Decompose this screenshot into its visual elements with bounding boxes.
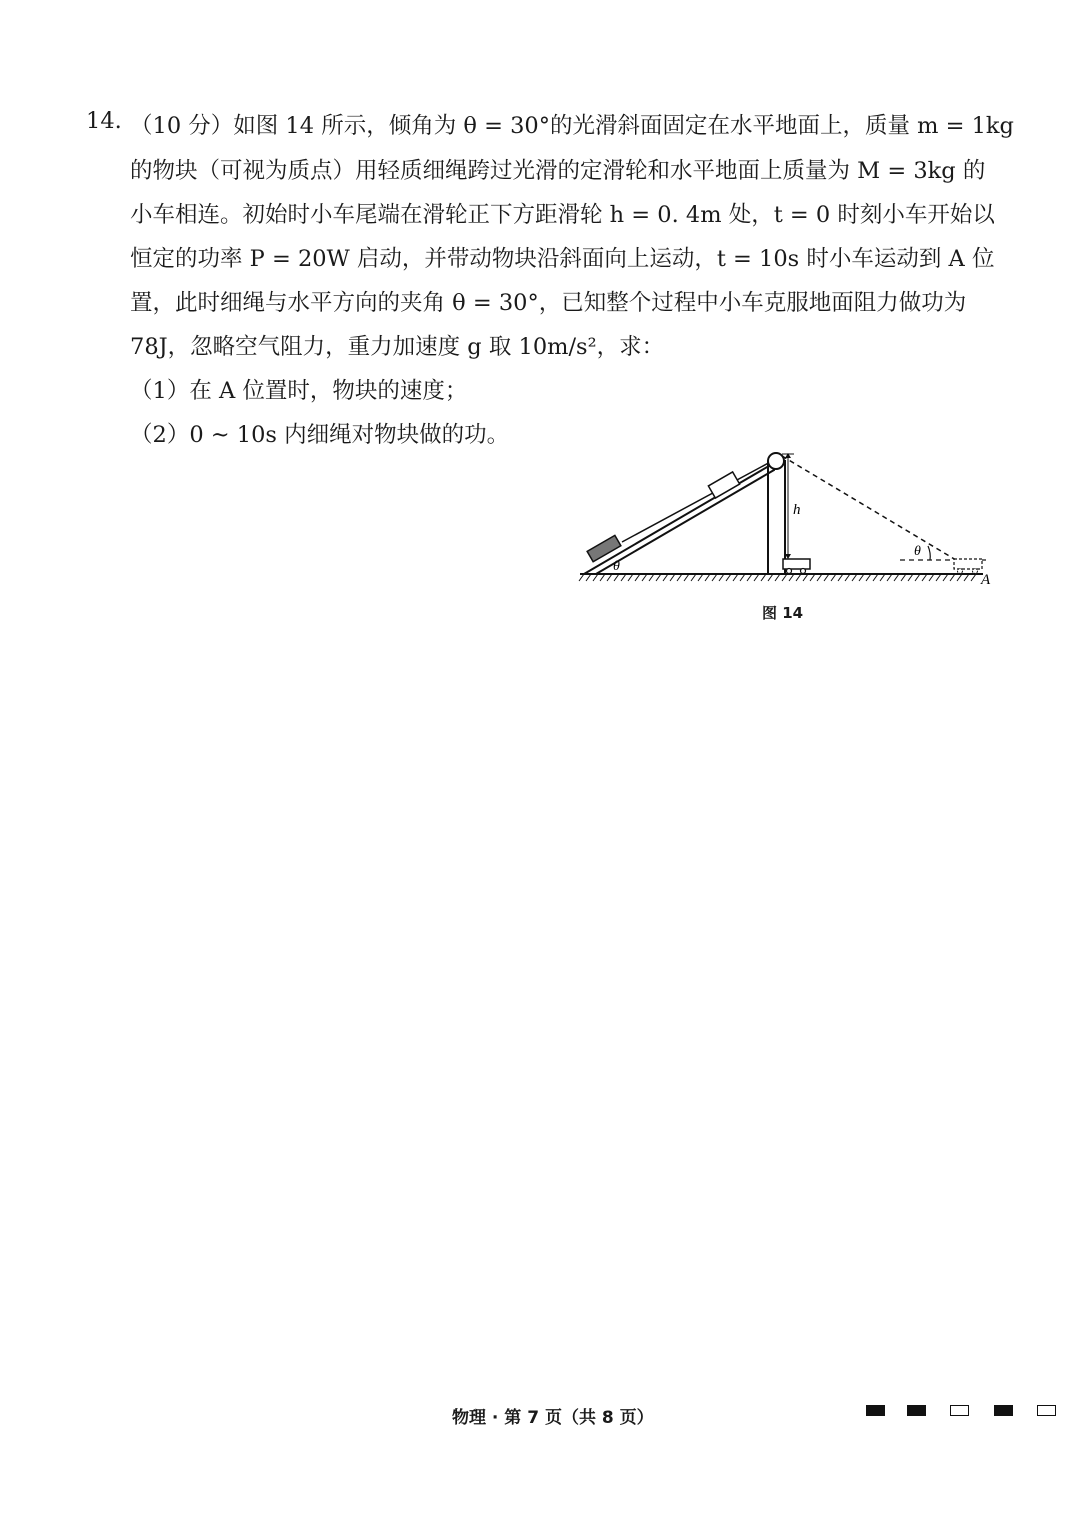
hatch-mark xyxy=(943,574,948,581)
problem-line-3: 小车相连。初始时小车尾端在滑轮正下方距滑轮 h = 0. 4m 处，t = 0 时刻小车开始以 xyxy=(130,202,995,228)
hatch-mark xyxy=(852,574,857,581)
hatch-mark xyxy=(901,574,906,581)
hatch-mark xyxy=(873,574,878,581)
hatch-mark xyxy=(817,574,822,581)
incline-surface xyxy=(584,463,774,574)
footer-mark xyxy=(1037,1405,1056,1416)
footer-mark xyxy=(866,1405,885,1416)
hatch-mark xyxy=(964,574,969,581)
hatch-mark xyxy=(747,574,752,581)
footer-mark xyxy=(907,1405,926,1416)
hatch-mark xyxy=(859,574,864,581)
hatch-mark xyxy=(635,574,640,581)
hatch-mark xyxy=(684,574,689,581)
label-theta-rope: θ xyxy=(914,544,921,559)
problem-line-1: （10 分）如图 14 所示，倾角为 θ = 30°的光滑斜面固定在水平地面上，质量 m = 1kg xyxy=(130,113,1014,139)
hatch-mark xyxy=(677,574,682,581)
hatch-mark xyxy=(698,574,703,581)
hatch-mark xyxy=(796,574,801,581)
hatch-mark xyxy=(824,574,829,581)
hatch-mark xyxy=(691,574,696,581)
hatch-mark xyxy=(845,574,850,581)
hatch-mark xyxy=(761,574,766,581)
hatch-mark xyxy=(656,574,661,581)
figure-caption: 图 14 xyxy=(762,604,804,622)
hatch-mark xyxy=(880,574,885,581)
hatch-mark xyxy=(782,574,787,581)
hatch-mark xyxy=(733,574,738,581)
hatch-mark xyxy=(628,574,633,581)
hatch-mark xyxy=(719,574,724,581)
hatch-mark xyxy=(922,574,927,581)
rope-final-dashed xyxy=(782,456,956,560)
theta-arc-right xyxy=(928,546,930,560)
rope-incline xyxy=(622,460,774,542)
problem-line-6: 78J，忽略空气阻力，重力加速度 g 取 10m/s²，求： xyxy=(130,334,665,360)
hatch-mark xyxy=(663,574,668,581)
hatch-mark xyxy=(642,574,647,581)
hatch-mark xyxy=(621,574,626,581)
hatch-mark xyxy=(607,574,612,581)
page-footer: 物理 · 第 7 页（共 8 页） xyxy=(452,1408,654,1428)
problem-line-5: 置，此时细绳与水平方向的夹角 θ = 30°，已知整个过程中小车克服地面阻力做功为 xyxy=(130,290,967,316)
hatch-mark xyxy=(754,574,759,581)
hatch-mark xyxy=(768,574,773,581)
hatch-mark xyxy=(614,574,619,581)
hatch-mark xyxy=(908,574,913,581)
pulley xyxy=(768,453,784,469)
subquestion-2: （2）0 ~ 10s 内细绳对物块做的功。 xyxy=(130,422,510,448)
footer-mark xyxy=(950,1405,969,1416)
hatch-mark xyxy=(971,574,976,581)
hatch-mark xyxy=(957,574,962,581)
hatch-mark xyxy=(712,574,717,581)
hatch-mark xyxy=(740,574,745,581)
label-theta-incline: θ xyxy=(613,559,620,574)
subquestion-1: （1）在 A 位置时，物块的速度； xyxy=(130,378,468,404)
hatch-mark xyxy=(866,574,871,581)
hatch-mark xyxy=(929,574,934,581)
hatch-mark xyxy=(726,574,731,581)
hatch-mark xyxy=(936,574,941,581)
label-A: A xyxy=(981,572,991,588)
hatch-mark xyxy=(593,574,598,581)
problem-line-2: 的物块（可视为质点）用轻质细绳跨过光滑的定滑轮和水平地面上质量为 M = 3kg 的 xyxy=(130,158,986,184)
cart-final xyxy=(954,559,982,569)
hatch-mark xyxy=(838,574,843,581)
hatch-mark xyxy=(887,574,892,581)
hatch-mark xyxy=(894,574,899,581)
cart-initial xyxy=(783,559,810,569)
hatch-mark xyxy=(649,574,654,581)
hatch-mark xyxy=(600,574,605,581)
ground-hatching xyxy=(579,574,976,581)
hatch-mark xyxy=(915,574,920,581)
hatch-mark xyxy=(810,574,815,581)
hatch-mark xyxy=(950,574,955,581)
hatch-mark xyxy=(775,574,780,581)
hatch-mark xyxy=(670,574,675,581)
hatch-mark xyxy=(586,574,591,581)
hatch-mark xyxy=(789,574,794,581)
problem-line-4: 恒定的功率 P = 20W 启动，并带动物块沿斜面向上运动，t = 10s 时小车运动到 A 位 xyxy=(130,246,995,272)
footer-marks xyxy=(866,1405,1056,1421)
incline-pulley-diagram xyxy=(578,448,998,598)
hatch-mark xyxy=(831,574,836,581)
figure-14 xyxy=(578,448,998,598)
hatch-mark xyxy=(803,574,808,581)
problem-number: 14. xyxy=(86,108,122,134)
hatch-mark xyxy=(705,574,710,581)
hatch-mark xyxy=(579,574,584,581)
label-h: h xyxy=(793,502,801,518)
footer-mark xyxy=(994,1405,1013,1416)
